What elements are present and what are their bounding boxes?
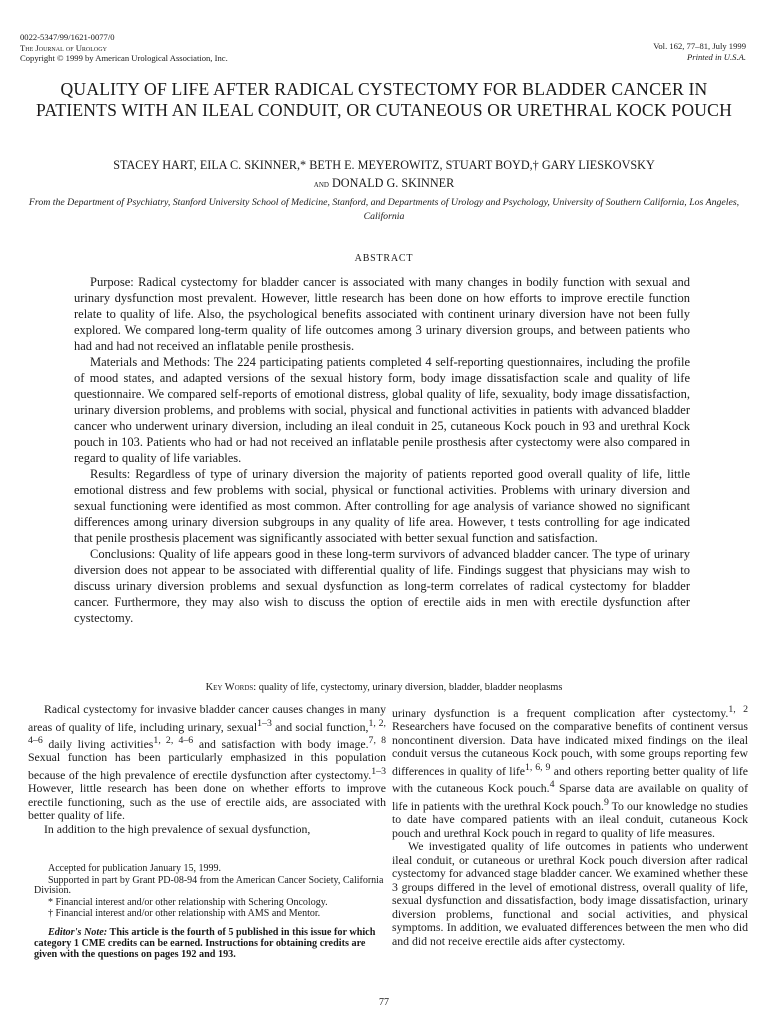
abstract-conclusions: Conclusions: Quality of life appears good in these long-term survivors of advanced bladder cancer. The type of urinary diversion does not appear to be associated with differential quality of life. Findings suggest that physicians may wish to discuss urinary diversion problems and sexual dysfunction as long-term correlates of radical cystectomy for bladder cancer. Furthermore, they may also wish to discuss the option of erectile aids in men with erectile dysfunction after cystectomy. [74, 547, 690, 625]
intro-paragraph-3 [392, 703, 748, 840]
editor-note-text: This article is the fourth of 5 published in this issue for which category 1 CME credits can be earned. Instructions for obtaining credits are given with the questions on pages 192 and 193. [34, 926, 376, 960]
abstract-heading: ABSTRACT [354, 253, 414, 264]
abstract-body [74, 274, 690, 626]
journal-name: The Journal of Urology [20, 42, 107, 53]
footnotes [34, 864, 384, 961]
citation: 4 [549, 779, 555, 791]
abstract-methods: Materials and Methods: The 224 participating patients completed 4 self-reporting questionnaires, including the profile of mood states, and adapted versions of the sexual history form, body image dissatisfaction scale and quality of life questionnaire. We compared self-reports of emotional distress, global quality of life, sexuality, body image dissatisfaction, urinary diversion problems, and problems with social, physical and functional activities in patients with advanced bladder cancer who underwent urinary diversion, including an ileal conduit in 25, cutaneous Kock pouch in 93 and urethral Kock pouch in 103. Patients who had or had not received an inflatable penile prosthesis after cystectomy were also compared in regard to quality of life variables. [74, 355, 690, 465]
keywords-text: quality of life, cystectomy, urinary diversion, bladder, bladder neoplasms [258, 682, 563, 693]
footnote-support: Supported in part by Grant PD-08-94 from the American Cancer Society, California Division. [34, 874, 384, 897]
authors-line-2 [20, 174, 748, 194]
copyright-line: Copyright © 1999 by American Urological Association, Inc. [20, 53, 228, 63]
text-run: Sexual function has been particularly emphasized in this population because of the high prevalence of erectile dysfunction after cystectomy. [28, 750, 386, 782]
citation: 1, 2 [728, 704, 749, 715]
citation: 1–3 [257, 717, 272, 729]
footnote-accepted: Accepted for publication January 15, 1999. [48, 863, 222, 874]
affiliation: From the Department of Psychiatry, Stanford University School of Medicine, Stanford, and Departments of Urology and Psychology, University of Southern California, Los Angeles, California [28, 197, 740, 222]
footnote-dagger: † Financial interest and/or other relationship with AMS and Mentor. [48, 908, 321, 920]
body-column-right [392, 703, 748, 948]
text-run: daily living activities [42, 736, 154, 751]
masthead-left [20, 32, 228, 64]
keywords [20, 682, 748, 693]
text-run: and others reporting better quality of life with the cutaneous Kock pouch. [392, 763, 748, 796]
abstract-results: Results: Regardless of type of urinary diversion the majority of patients reported good overall quality of life, little emotional distress and few problems with social, physical or functional activities. Problems with urinary diversion and sexual functioning were identified as most common. After controlling for age analysis of variance showed no significant differences among urinary diversion subgroups in any quality of life area. However, t tests controlling for age indicated that penile prosthesis placement was significantly associated with better sexual function and satisfaction. [74, 467, 690, 545]
authors-last: DONALD G. SKINNER [332, 176, 455, 190]
editor-note-label: Editor's Note: [48, 926, 108, 938]
intro-paragraph-1 [28, 703, 386, 823]
intro-paragraph-2: In addition to the high prevalence of sexual dysfunction, [44, 821, 311, 836]
author-list [20, 156, 748, 194]
text-run: Radical cystectomy for invasive bladder cancer causes changes in many areas of quality of life, including urinary, sexual [28, 702, 386, 734]
citation: 7, 8 [368, 734, 386, 746]
masthead-right [653, 41, 746, 62]
article-title: QUALITY OF LIFE AFTER RADICAL CYSTECTOMY FOR BLADDER CANCER IN PATIENTS WITH AN ILEAL CONDUIT, OR CUTANEOUS OR URETHRAL KOCK POUCH [35, 79, 733, 120]
citation: 9 [603, 796, 609, 808]
text-run: To our knowledge no studies to date have compared patients with an ileal conduit, cutaneous Kock pouch and urethral Kock pouch in regard to quality of life measures. [392, 798, 748, 840]
citation: 1, 2, 4–6 [28, 717, 386, 746]
printed-in: Printed in U.S.A. [687, 51, 746, 62]
text-run: Researchers have focused on the comparative benefits of continent versus noncontinent diversion. Data have indicated mixed findings on the ileal conduit versus the cutaneous Kock pouch, with some groups reporting few differences in quality of life [392, 719, 748, 778]
footnote-star: * Financial interest and/or other relationship with Schering Oncology. [48, 896, 328, 908]
citation: 1–3 [371, 765, 386, 777]
body-column-left [28, 703, 386, 836]
citation: 1, 6, 9 [525, 761, 551, 773]
authors-line-1: STACEY HART, EILA C. SKINNER,* BETH E. MEYEROWITZ, STUART BOYD,† GARY LIESKOVSKY [113, 158, 655, 172]
text-run: Sparse data are available on quality of life in patients with the urethral Kock pouch. [392, 781, 748, 813]
text-run: and social function, [271, 719, 369, 734]
issn-code: 0022-5347/99/1621-0077/0 [20, 32, 115, 42]
text-run: However, little research has been done on whether efforts to improve erectile functioning, such as the use of erectile aids, are associated with better quality of life. [28, 781, 386, 823]
authors-and: and [313, 180, 329, 190]
editor-note [34, 927, 384, 960]
abstract-purpose: Purpose: Radical cystectomy for bladder cancer is associated with many changes in bodily function with sexual and urinary dysfunction most prevalent. However, little research has been done on how efforts to improve erectile function relate to quality of life. Also, the psychological benefits associated with continent urinary diversion have not been fully explored. We compared long-term quality of life outcomes among 3 urinary diversion groups, and between patients who had and had not received an inflatable penile prosthesis. [74, 275, 690, 353]
page-number: 77 [379, 997, 389, 1008]
text-run: urinary dysfunction is a frequent complication after cystectomy. [392, 705, 729, 720]
text-run: and satisfaction with body image. [193, 736, 369, 751]
citation: 1, 2, 4–6 [153, 734, 194, 746]
volume-info: Vol. 162, 77–81, July 1999 [653, 41, 746, 51]
keywords-label: Key Words: [205, 682, 257, 693]
intro-paragraph-4: We investigated quality of life outcomes in patients who underwent ileal conduit, or cutaneous or urethral Kock pouch diversion after radical cystectomy for advanced stage bladder cancer. We examined whether these 3 groups differed in the level of emotional distress, overall quality of life, sexual dysfunction and dissatisfaction, body image dissatisfaction, urinary diversion problems, functional and social activities, and physical symptoms. In addition, we evaluated differences between the men who did and did not receive erectile aids after cystectomy. [392, 839, 748, 948]
